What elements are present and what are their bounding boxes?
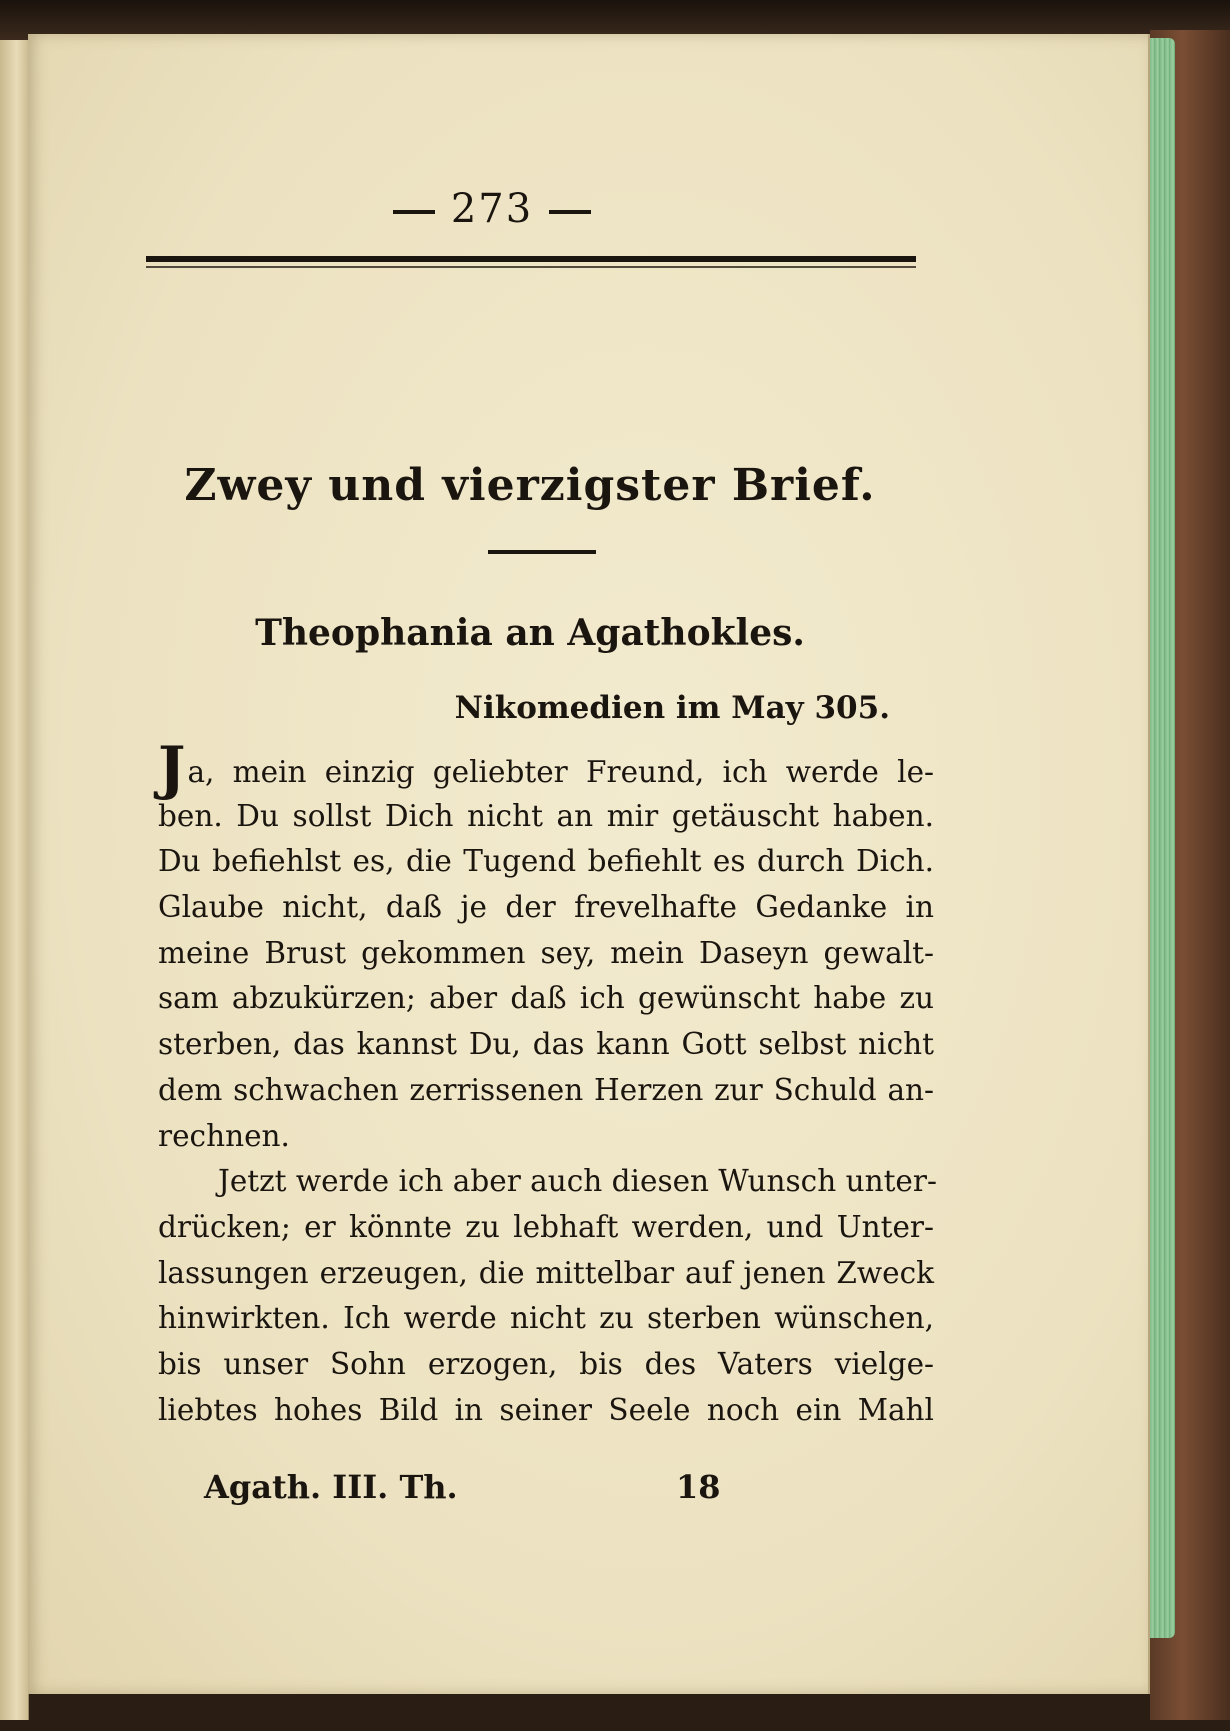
body-line: sam abzukürzen; aber daß ich gewünscht habe zu xyxy=(158,981,934,1016)
body-line: Ja, mein einzig geliebter Freund, ich werde le- xyxy=(158,734,934,802)
header-dash-left xyxy=(393,210,435,214)
drop-cap: J xyxy=(158,734,186,802)
body-line: Jetzt werde ich aber auch diesen Wunsch unter- xyxy=(218,1164,937,1199)
facing-page-edge xyxy=(0,40,29,1720)
page-number: 273 xyxy=(450,186,534,232)
letter-title: Zwey und vierzigster Brief. xyxy=(184,460,876,511)
body-line: drücken; er könnte zu lebhaft werden, und Unter- xyxy=(158,1209,934,1244)
body-line: ben. Du sollst Dich nicht an mir getäuscht haben. xyxy=(158,798,934,833)
body-line: sterben, das kannst Du, das kann Gott selbst nicht xyxy=(158,1027,934,1062)
letter-addressee: Theophania an Agathokles. xyxy=(255,612,805,654)
header-rule xyxy=(146,256,916,262)
letter-body xyxy=(158,734,937,1433)
body-line: hinwirkten. Ich werde nicht zu sterben wünschen, xyxy=(158,1301,934,1336)
body-line: meine Brust gekommen sey, mein Daseyn gewalt- xyxy=(158,935,934,970)
body-line: dem schwachen zerrissenen Herzen zur Schuld an- xyxy=(158,1072,934,1107)
sheet-mark: 18 xyxy=(676,1468,721,1506)
signature-mark: Agath. III. Th. xyxy=(204,1468,458,1506)
letter-dateline: Nikomedien im May 305. xyxy=(454,690,890,726)
header-dash-right xyxy=(549,210,591,214)
header-rule-thin xyxy=(146,266,916,268)
body-line: bis unser Sohn erzogen, bis des Vaters vielge- xyxy=(158,1346,934,1381)
body-line: rechnen. xyxy=(158,1118,290,1153)
title-divider xyxy=(488,550,596,554)
body-line: Glaube nicht, daß je der frevelhafte Gedanke in xyxy=(158,890,934,925)
page-header xyxy=(372,186,612,232)
body-line: lassungen erzeugen, die mittelbar auf jenen Zweck xyxy=(158,1255,934,1290)
body-line: liebtes hohes Bild in seiner Seele noch ein Mahl xyxy=(158,1392,934,1427)
body-line: Du befiehlst es, die Tugend befiehlt es durch Dich. xyxy=(158,844,934,879)
